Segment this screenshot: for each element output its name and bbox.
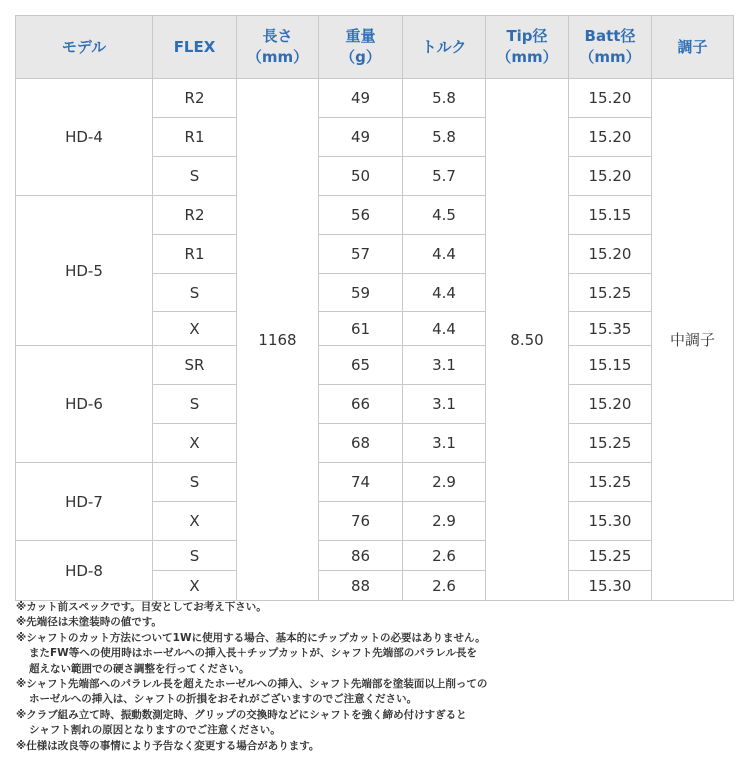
header-label: 重量 xyxy=(345,27,376,45)
butt-diameter-cell: 15.30 xyxy=(569,571,652,601)
butt-diameter-cell: 15.15 xyxy=(569,196,652,235)
flex-cell: S xyxy=(153,157,237,196)
butt-diameter-cell: 15.20 xyxy=(569,157,652,196)
butt-diameter-cell: 15.25 xyxy=(569,274,652,312)
torque-cell: 4.4 xyxy=(403,274,486,312)
notes-list xyxy=(16,600,741,754)
weight-cell: 59 xyxy=(319,274,403,312)
header-unit: （mm） xyxy=(579,48,641,66)
model-cell: HD-5 xyxy=(16,196,153,346)
table-row xyxy=(16,463,734,502)
torque-cell: 3.1 xyxy=(403,424,486,463)
weight-cell: 86 xyxy=(319,541,403,571)
header-cell xyxy=(403,16,486,79)
torque-cell: 2.9 xyxy=(403,502,486,541)
torque-cell: 2.6 xyxy=(403,541,486,571)
model-cell: HD-4 xyxy=(16,79,153,196)
flex-cell: S xyxy=(153,385,237,424)
torque-cell: 3.1 xyxy=(403,346,486,385)
weight-cell: 57 xyxy=(319,235,403,274)
header-label: モデル xyxy=(61,37,107,56)
flex-cell: X xyxy=(153,502,237,541)
table-row xyxy=(16,79,734,118)
torque-cell: 2.9 xyxy=(403,463,486,502)
weight-cell: 49 xyxy=(319,79,403,118)
flex-cell: S xyxy=(153,541,237,571)
header-row xyxy=(16,16,734,79)
header-cell xyxy=(237,16,319,79)
torque-cell: 4.4 xyxy=(403,312,486,346)
weight-cell: 68 xyxy=(319,424,403,463)
model-cell: HD-8 xyxy=(16,541,153,601)
weight-cell: 76 xyxy=(319,502,403,541)
torque-cell: 5.7 xyxy=(403,157,486,196)
flex-cell: X xyxy=(153,424,237,463)
weight-cell: 61 xyxy=(319,312,403,346)
spec-table xyxy=(15,15,734,601)
header-cell xyxy=(319,16,403,79)
weight-cell: 66 xyxy=(319,385,403,424)
flex-cell: R2 xyxy=(153,196,237,235)
flex-cell: S xyxy=(153,463,237,502)
flex-cell: X xyxy=(153,312,237,346)
butt-diameter-cell: 15.20 xyxy=(569,235,652,274)
header-unit: （mm） xyxy=(496,48,558,66)
torque-cell: 2.6 xyxy=(403,571,486,601)
butt-diameter-cell: 15.15 xyxy=(569,346,652,385)
header-unit: （g） xyxy=(340,48,381,66)
note-line: ※シャフト先端部へのパラレル長を超えたホーゼルへの挿入、シャフト先端部を塗装面以上削っての xyxy=(16,678,488,691)
header-cell xyxy=(153,16,237,79)
flex-cell: SR xyxy=(153,346,237,385)
torque-cell: 3.1 xyxy=(403,385,486,424)
weight-cell: 88 xyxy=(319,571,403,601)
torque-cell: 5.8 xyxy=(403,118,486,157)
weight-cell: 49 xyxy=(319,118,403,157)
note-line: ※カット前スペックです。目安としてお考え下さい。 xyxy=(16,601,267,613)
note-line: シャフト割れの原因となりますのでご注意ください。 xyxy=(29,724,281,737)
note-line: ※先端径は未塗装時の値です。 xyxy=(16,616,162,629)
butt-diameter-cell: 15.20 xyxy=(569,385,652,424)
note-line: ※仕様は改良等の事情により予告なく変更する場合があります。 xyxy=(16,739,320,752)
note-line: またFW等への使用時はホーゼルへの挿入長＋チップカットが、シャフト先端部のパラレル長を xyxy=(29,647,478,660)
table-row xyxy=(16,541,734,571)
header-cell xyxy=(16,16,153,79)
flex-cell: R1 xyxy=(153,235,237,274)
flex-cell: R1 xyxy=(153,118,237,157)
torque-cell: 4.5 xyxy=(403,196,486,235)
butt-diameter-cell: 15.35 xyxy=(569,312,652,346)
table-row xyxy=(16,196,734,235)
butt-diameter-cell: 15.20 xyxy=(569,79,652,118)
weight-cell: 65 xyxy=(319,346,403,385)
header-cell xyxy=(652,16,734,79)
header-label: 調子 xyxy=(677,37,708,56)
header-unit: （mm） xyxy=(246,48,309,66)
header-label: トルク xyxy=(421,37,467,56)
note-line: ※クラブ組み立て時、振動数測定時、グリップの交換時などにシャフトを強く締め付けすぎると xyxy=(16,708,467,721)
weight-cell: 74 xyxy=(319,463,403,502)
header-cell xyxy=(486,16,569,79)
butt-diameter-cell: 15.25 xyxy=(569,424,652,463)
header-label: 長さ xyxy=(262,27,293,45)
header-label: Batt径 xyxy=(584,27,636,45)
model-cell: HD-6 xyxy=(16,346,153,463)
butt-diameter-cell: 15.20 xyxy=(569,118,652,157)
butt-diameter-cell: 15.25 xyxy=(569,541,652,571)
table-row xyxy=(16,346,734,385)
flex-cell: S xyxy=(153,274,237,312)
tip-diameter-cell: 8.50 xyxy=(486,79,569,601)
flex-cell: X xyxy=(153,571,237,601)
table-body xyxy=(16,79,734,601)
header-label: FLEX xyxy=(173,37,216,56)
flex-cell: R2 xyxy=(153,79,237,118)
torque-cell: 4.4 xyxy=(403,235,486,274)
header-label: Tip径 xyxy=(506,27,548,45)
note-line: 超えない範囲での硬さ調整を行ってください。 xyxy=(29,662,250,675)
length-cell: 1168 xyxy=(237,79,319,601)
model-cell: HD-7 xyxy=(16,463,153,541)
torque-cell: 5.8 xyxy=(403,79,486,118)
header-cell xyxy=(569,16,652,79)
weight-cell: 56 xyxy=(319,196,403,235)
weight-cell: 50 xyxy=(319,157,403,196)
note-line: ※シャフトのカット方法について1Wに使用する場合、基本的にチップカットの必要はありません。 xyxy=(16,631,486,644)
note-line: ホーゼルへの挿入は、シャフトの折損をおそれがございますのでご注意ください。 xyxy=(29,693,418,706)
butt-diameter-cell: 15.30 xyxy=(569,502,652,541)
butt-diameter-cell: 15.25 xyxy=(569,463,652,502)
kick-point-cell: 中調子 xyxy=(652,79,734,601)
